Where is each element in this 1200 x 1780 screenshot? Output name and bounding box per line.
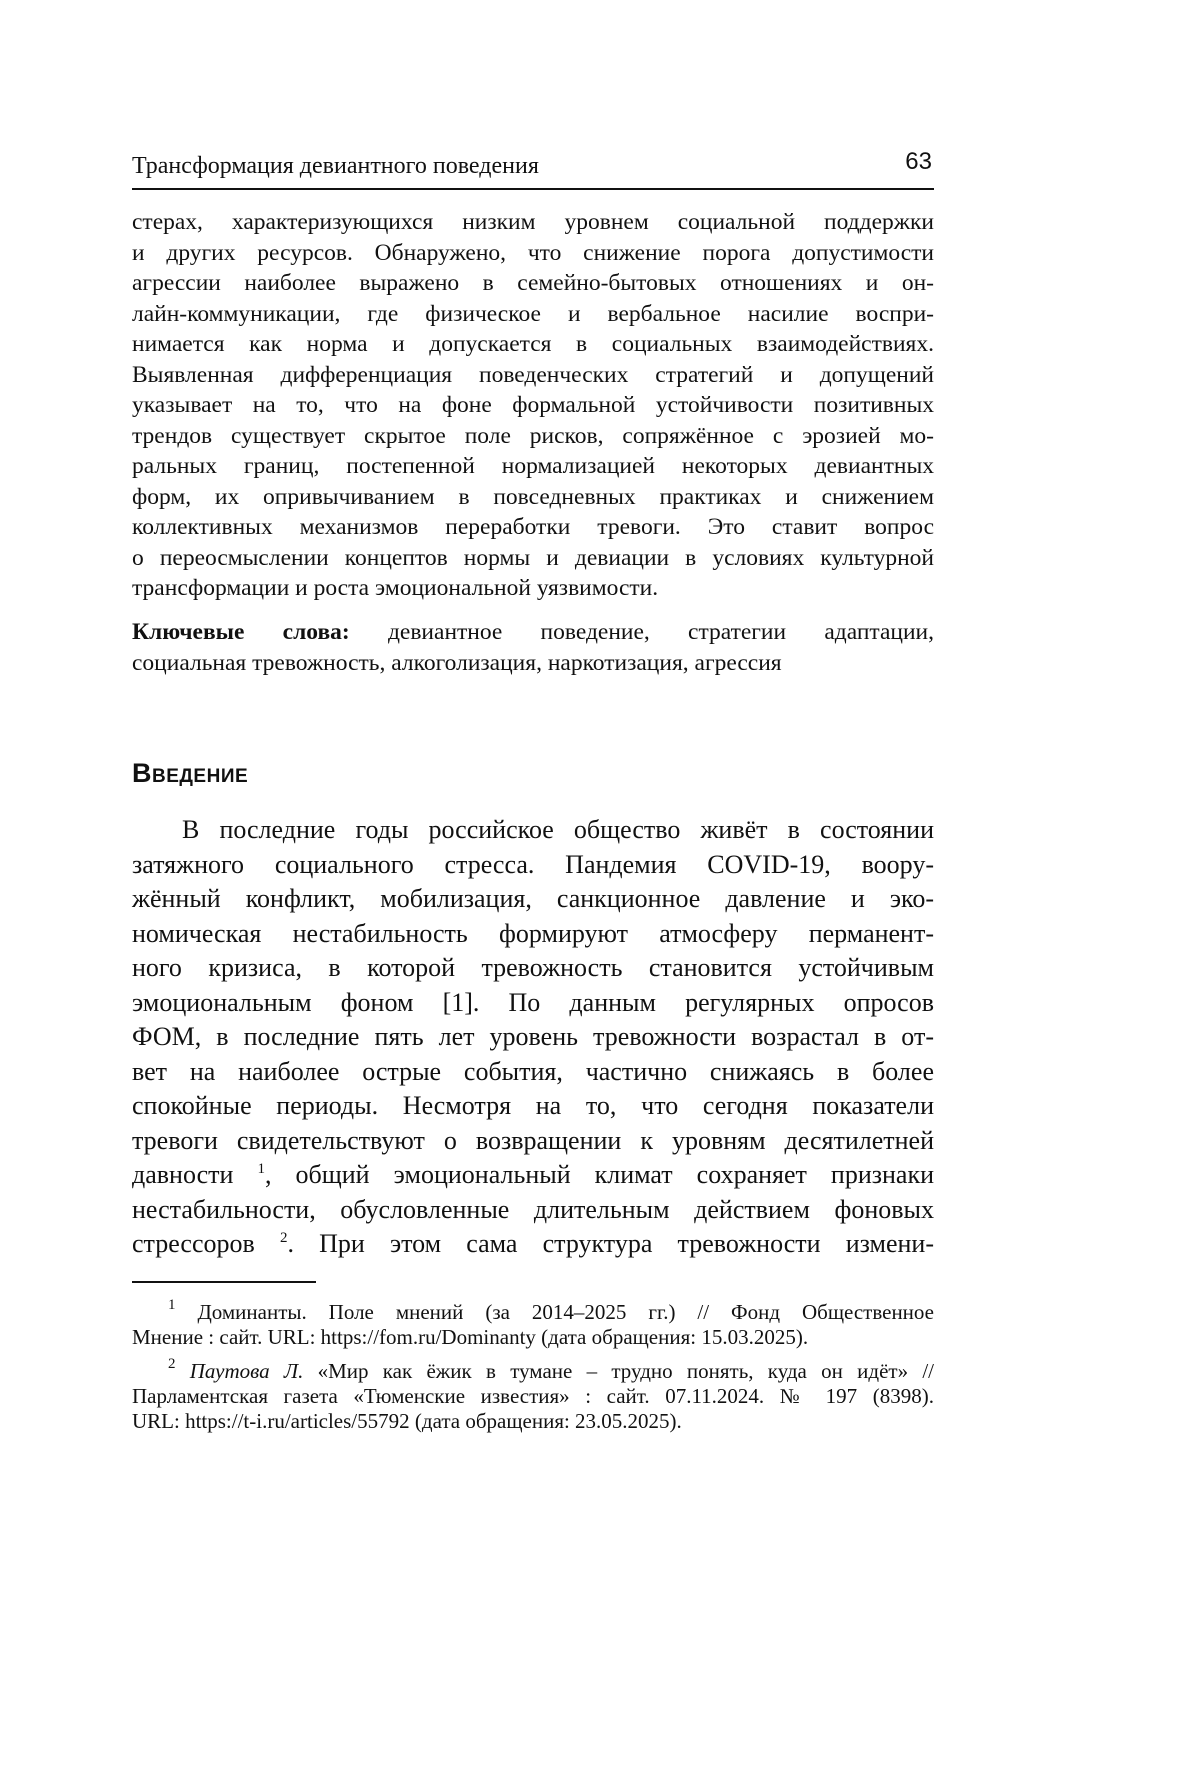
intro-line: жённый конфликт, мобилизация, санкционное давление и эко- — [132, 884, 934, 913]
intro-line: тревоги свидетельствуют о возвращении к уровням десятилетней — [132, 1125, 934, 1155]
header-rule — [132, 188, 934, 190]
abstract-line: Выявленная дифференциация поведенческих стратегий и допущений — [132, 361, 934, 388]
footnote-2-text: «Мир как ёжик в тумане – трудно понять, куда он идёт» // — [317, 1359, 935, 1383]
keywords-label: Ключевые слова: — [132, 619, 350, 645]
intro-line: эмоциональным фоном [1]. По данным регулярных опросов — [132, 987, 934, 1017]
abstract-line: трансформации и роста эмоциональной уязвимости. — [132, 575, 659, 601]
intro-line: нестабильности, обусловленные длительным действием фоновых — [132, 1194, 934, 1224]
abstract-line: нимается как норма и допускается в социальных взаимодействиях. — [132, 331, 934, 357]
footnote-marker-1: 1 — [168, 1297, 176, 1313]
abstract-line: лайн-коммуникации, где физическое и вербальное насилие воспри- — [132, 300, 934, 327]
intro-text-fragment: давности — [132, 1160, 234, 1189]
keywords-text: девиантное поведение, стратегии адаптации, — [387, 619, 934, 645]
intro-text-fragment: , общий эмоциональный климат сохраняет признаки — [264, 1160, 935, 1189]
abstract-line: форм, их опривычиванием в повседневных практиках и снижением — [132, 483, 934, 510]
page-number: 63 — [905, 148, 932, 175]
footnote-2-author: Паутова Л. — [189, 1359, 304, 1383]
footnote-ref-2[interactable]: 2 — [279, 1230, 288, 1246]
footnotes — [132, 1297, 935, 1434]
intro-text — [132, 813, 934, 1262]
footnote-marker-2: 2 — [168, 1356, 176, 1372]
intro-line: В последние годы российское общество живёт в состоянии — [182, 815, 934, 844]
intro-line — [132, 1227, 934, 1262]
intro-line: номическая нестабильность формируют атмосферу перманент- — [132, 918, 934, 948]
intro-text-fragment: стрессоров — [132, 1229, 255, 1258]
abstract-line: агрессии наиболее выражено в семейно-бытовых отношениях и он- — [132, 270, 934, 296]
footnote-rule — [132, 1281, 316, 1283]
footnote-1-text: Доминанты. Поле мнений (за 2014–2025 гг.) // Фонд Общественное — [197, 1300, 934, 1324]
keywords-line-2: социальная тревожность, алкоголизация, наркотизация, агрессия — [132, 649, 782, 676]
footnote-1-line — [132, 1297, 934, 1325]
keywords-block — [132, 617, 934, 678]
intro-line: вет на наиболее острые события, частично снижаясь в более — [132, 1056, 934, 1086]
abstract-text — [132, 207, 934, 604]
footnote-2-line — [132, 1356, 935, 1384]
running-header-title: Трансформация девиантного поведения — [132, 153, 539, 179]
running-header — [132, 148, 934, 184]
intro-line: затяжного социального стресса. Пандемия COVID-19, воору- — [132, 849, 934, 879]
intro-line — [132, 1158, 934, 1193]
intro-text-fragment: . При этом сама структура тревожности измени- — [287, 1229, 935, 1258]
footnote-ref-1[interactable]: 1 — [257, 1161, 265, 1177]
intro-line: ФОМ, в последние пять лет уровень тревожности возрастал в от- — [132, 1022, 934, 1051]
abstract-line: ральных границ, постепенной нормализацией некоторых девиантных — [132, 453, 934, 479]
footnote-2-line: URL: https://t-i.ru/articles/55792 (дата обращения: 23.05.2025). — [132, 1409, 682, 1433]
keywords-line-1 — [132, 617, 934, 648]
abstract-line: стерах, характеризующихся низким уровнем социальной поддержки — [132, 209, 934, 235]
section-heading: Введение — [132, 758, 249, 788]
abstract-line: о переосмыслении концептов нормы и девиации в условиях культурной — [132, 544, 934, 571]
abstract-line: коллективных механизмов переработки тревоги. Это ставит вопрос — [132, 514, 934, 540]
footnote-2-line: Парламентская газета «Тюменские известия» : сайт. 07.11.2024. № 197 (8398). — [132, 1384, 934, 1408]
abstract-line: трендов существует скрытое поле рисков, сопряжённое с эрозией мо- — [132, 422, 934, 449]
abstract-line: указывает на то, что на фоне формальной устойчивости позитивных — [132, 392, 934, 418]
footnote-1-line: Мнение : сайт. URL: https://fom.ru/Dominanty (дата обращения: 15.03.2025). — [132, 1325, 809, 1349]
intro-line: ного кризиса, в которой тревожность становится устойчивым — [132, 953, 934, 982]
abstract-line: и других ресурсов. Обнаружено, что снижение порога допустимости — [132, 239, 934, 266]
intro-line: спокойные периоды. Несмотря на то, что сегодня показатели — [132, 1091, 934, 1120]
